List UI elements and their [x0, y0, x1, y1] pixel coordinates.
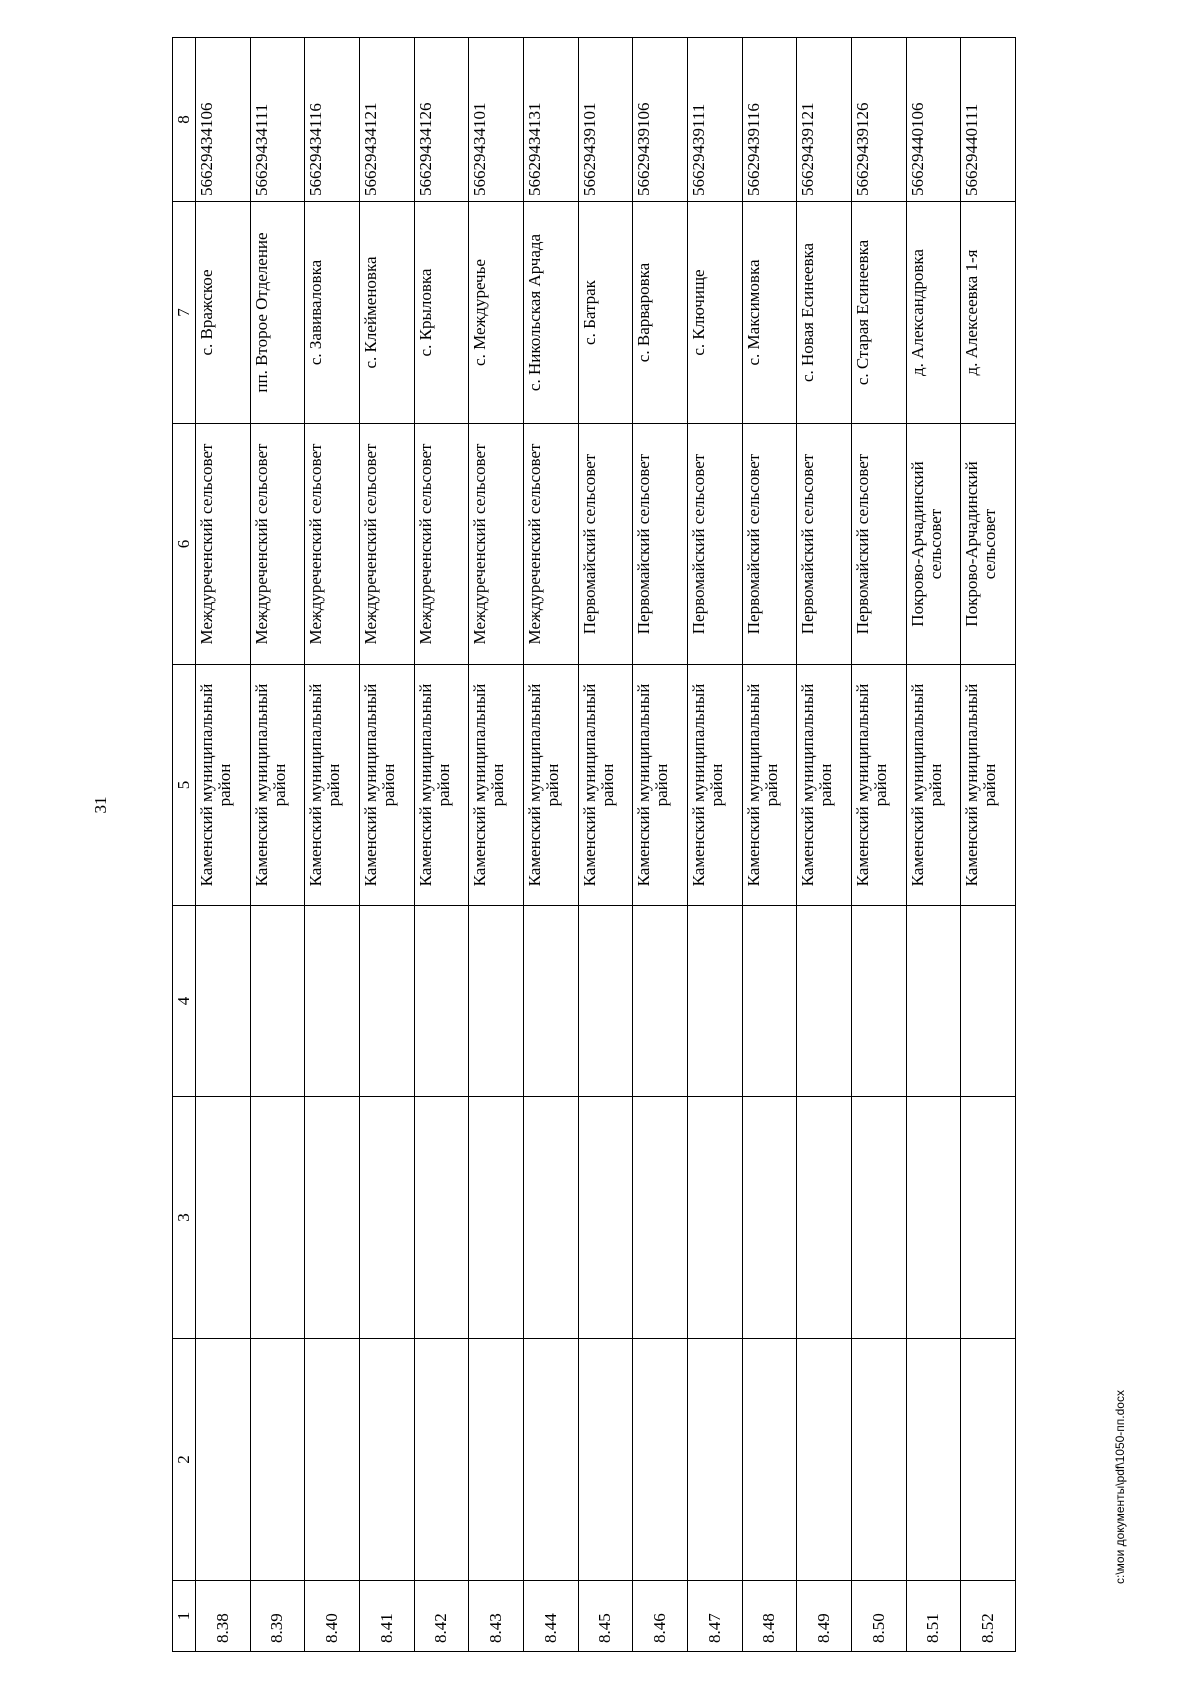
oktmo-code-cell: 56629440106 — [906, 38, 961, 202]
settlement-cell: пп. Второе Отделение — [250, 202, 305, 424]
col4-cell — [305, 906, 360, 1097]
col3-cell — [469, 1097, 524, 1339]
settlement-cell: с. Варваровка — [633, 202, 688, 424]
col4-cell — [797, 906, 852, 1097]
district-cell: Каменский муниципальный район — [687, 665, 742, 906]
district-cell: Каменский муниципальный район — [469, 665, 524, 906]
header-cell: 8 — [173, 38, 196, 202]
row-number-cell: 8.41 — [359, 1581, 414, 1652]
district-cell: Каменский муниципальный район — [305, 665, 360, 906]
col2-cell — [578, 1339, 633, 1581]
col4-cell — [633, 906, 688, 1097]
col2-cell — [250, 1339, 305, 1581]
settlement-cell: с. Батрак — [578, 202, 633, 424]
col4-cell — [414, 906, 469, 1097]
col4-cell — [250, 906, 305, 1097]
page-number: 31 — [91, 796, 110, 814]
council-cell: Покрово-Арчадинский сельсовет — [961, 424, 1016, 665]
col4-cell — [687, 906, 742, 1097]
col3-cell — [523, 1097, 578, 1339]
table-row — [523, 38, 578, 1652]
district-cell: Каменский муниципальный район — [414, 665, 469, 906]
col2-cell — [414, 1339, 469, 1581]
table-row — [469, 38, 524, 1652]
col3-cell — [414, 1097, 469, 1339]
col2-cell — [633, 1339, 688, 1581]
row-number-cell: 8.50 — [851, 1581, 906, 1652]
table-row — [906, 38, 961, 1652]
council-cell: Междуреченский сельсовет — [305, 424, 360, 665]
district-cell: Каменский муниципальный район — [196, 665, 251, 906]
council-cell: Первомайский сельсовет — [851, 424, 906, 665]
col4-cell — [961, 906, 1016, 1097]
table-header-row — [173, 38, 196, 1652]
col3-cell — [633, 1097, 688, 1339]
oktmo-code-cell: 56629434111 — [250, 38, 305, 202]
col3-cell — [742, 1097, 797, 1339]
settlements-table-container — [172, 38, 1016, 1652]
header-cell: 1 — [173, 1581, 196, 1652]
col2-cell — [196, 1339, 251, 1581]
district-cell: Каменский муниципальный район — [851, 665, 906, 906]
settlement-cell: с. Завиваловка — [305, 202, 360, 424]
table-row — [687, 38, 742, 1652]
col2-cell — [742, 1339, 797, 1581]
col4-cell — [523, 906, 578, 1097]
row-number-cell: 8.48 — [742, 1581, 797, 1652]
col3-cell — [961, 1097, 1016, 1339]
settlement-cell: с. Никольская Арчада — [523, 202, 578, 424]
col3-cell — [687, 1097, 742, 1339]
council-cell: Первомайский сельсовет — [633, 424, 688, 665]
col3-cell — [851, 1097, 906, 1339]
oktmo-code-cell: 56629434116 — [305, 38, 360, 202]
table-row — [414, 38, 469, 1652]
settlement-cell: с. Вражское — [196, 202, 251, 424]
row-number-cell: 8.43 — [469, 1581, 524, 1652]
settlement-cell: с. Клейменовка — [359, 202, 414, 424]
table-row — [305, 38, 360, 1652]
col3-cell — [250, 1097, 305, 1339]
row-number-cell: 8.49 — [797, 1581, 852, 1652]
settlements-table — [172, 37, 1016, 1652]
settlement-cell: с. Старая Есинеевка — [851, 202, 906, 424]
table-row — [797, 38, 852, 1652]
row-number-cell: 8.42 — [414, 1581, 469, 1652]
row-number-cell: 8.52 — [961, 1581, 1016, 1652]
district-cell: Каменский муниципальный район — [742, 665, 797, 906]
council-cell: Междуреченский сельсовет — [359, 424, 414, 665]
col4-cell — [906, 906, 961, 1097]
oktmo-code-cell: 56629439106 — [633, 38, 688, 202]
oktmo-code-cell: 56629439111 — [687, 38, 742, 202]
col4-cell — [359, 906, 414, 1097]
district-cell: Каменский муниципальный район — [250, 665, 305, 906]
col3-cell — [797, 1097, 852, 1339]
settlement-cell: с. Междуречье — [469, 202, 524, 424]
row-number-cell: 8.51 — [906, 1581, 961, 1652]
council-cell: Междуреченский сельсовет — [523, 424, 578, 665]
oktmo-code-cell: 56629439126 — [851, 38, 906, 202]
row-number-cell: 8.44 — [523, 1581, 578, 1652]
table-row — [851, 38, 906, 1652]
row-number-cell: 8.40 — [305, 1581, 360, 1652]
row-number-cell: 8.38 — [196, 1581, 251, 1652]
district-cell: Каменский муниципальный район — [797, 665, 852, 906]
oktmo-code-cell: 56629434126 — [414, 38, 469, 202]
table-body — [196, 38, 1016, 1652]
header-cell: 6 — [173, 424, 196, 665]
header-cell: 7 — [173, 202, 196, 424]
oktmo-code-cell: 56629439101 — [578, 38, 633, 202]
council-cell: Первомайский сельсовет — [687, 424, 742, 665]
header-cell: 2 — [173, 1339, 196, 1581]
col2-cell — [961, 1339, 1016, 1581]
settlement-cell: д. Александровка — [906, 202, 961, 424]
col2-cell — [687, 1339, 742, 1581]
row-number-cell: 8.47 — [687, 1581, 742, 1652]
row-number-cell: 8.46 — [633, 1581, 688, 1652]
table-row — [359, 38, 414, 1652]
table-row — [961, 38, 1016, 1652]
council-cell: Первомайский сельсовет — [742, 424, 797, 665]
col4-cell — [196, 906, 251, 1097]
col3-cell — [305, 1097, 360, 1339]
col2-cell — [359, 1339, 414, 1581]
col2-cell — [851, 1339, 906, 1581]
council-cell: Первомайский сельсовет — [578, 424, 633, 665]
council-cell: Междуреченский сельсовет — [469, 424, 524, 665]
col2-cell — [305, 1339, 360, 1581]
settlement-cell: с. Новая Есинеевка — [797, 202, 852, 424]
district-cell: Каменский муниципальный район — [961, 665, 1016, 906]
district-cell: Каменский муниципальный район — [578, 665, 633, 906]
header-cell: 5 — [173, 665, 196, 906]
district-cell: Каменский муниципальный район — [633, 665, 688, 906]
table-row — [578, 38, 633, 1652]
col3-cell — [906, 1097, 961, 1339]
col3-cell — [359, 1097, 414, 1339]
col3-cell — [578, 1097, 633, 1339]
col4-cell — [851, 906, 906, 1097]
oktmo-code-cell: 56629434121 — [359, 38, 414, 202]
council-cell: Междуреченский сельсовет — [414, 424, 469, 665]
council-cell: Междуреченский сельсовет — [196, 424, 251, 665]
district-cell: Каменский муниципальный район — [359, 665, 414, 906]
footer-file-path: c:\мои документы\pdf\1050-пп.docx — [1113, 1390, 1127, 1584]
table-row — [633, 38, 688, 1652]
col2-cell — [469, 1339, 524, 1581]
oktmo-code-cell: 56629434106 — [196, 38, 251, 202]
oktmo-code-cell: 56629434131 — [523, 38, 578, 202]
col2-cell — [797, 1339, 852, 1581]
header-cell: 3 — [173, 1097, 196, 1339]
row-number-cell: 8.45 — [578, 1581, 633, 1652]
oktmo-code-cell: 56629439116 — [742, 38, 797, 202]
table-row — [250, 38, 305, 1652]
district-cell: Каменский муниципальный район — [906, 665, 961, 906]
col4-cell — [469, 906, 524, 1097]
row-number-cell: 8.39 — [250, 1581, 305, 1652]
council-cell: Первомайский сельсовет — [797, 424, 852, 665]
col2-cell — [906, 1339, 961, 1581]
district-cell: Каменский муниципальный район — [523, 665, 578, 906]
col2-cell — [523, 1339, 578, 1581]
settlement-cell: с. Крыловка — [414, 202, 469, 424]
header-cell: 4 — [173, 906, 196, 1097]
council-cell: Покрово-Арчадинский сельсовет — [906, 424, 961, 665]
table-row — [196, 38, 251, 1652]
settlement-cell: д. Алексеевка 1-я — [961, 202, 1016, 424]
council-cell: Междуреченский сельсовет — [250, 424, 305, 665]
settlement-cell: с. Максимовка — [742, 202, 797, 424]
oktmo-code-cell: 56629440111 — [961, 38, 1016, 202]
settlement-cell: с. Ключище — [687, 202, 742, 424]
col4-cell — [742, 906, 797, 1097]
table-row — [742, 38, 797, 1652]
col4-cell — [578, 906, 633, 1097]
col3-cell — [196, 1097, 251, 1339]
oktmo-code-cell: 56629439121 — [797, 38, 852, 202]
oktmo-code-cell: 56629434101 — [469, 38, 524, 202]
